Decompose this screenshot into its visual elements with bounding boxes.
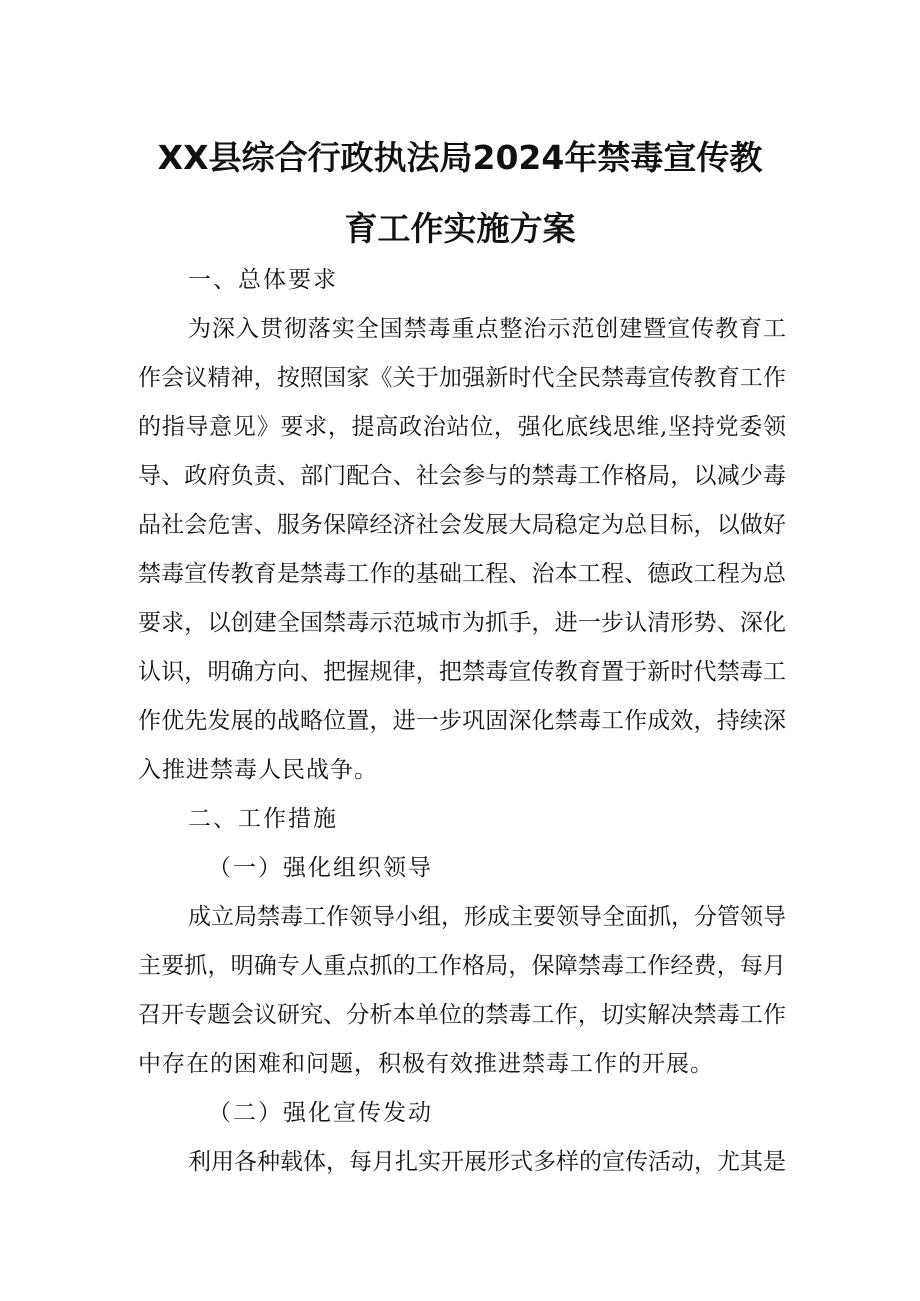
subsection-1-line: 召开专题会议研究、分析本单位的禁毒工作，切实解决禁毒工作 [138, 1002, 786, 1028]
section-1-line: 要求，以创建全国禁毒示范城市为抓手，进一步认清形势、深化 [138, 610, 786, 636]
subsection-1-line: 成立局禁毒工作领导小组，形成主要领导全面抓，分管领导 [188, 904, 786, 930]
section-1-line: 作优先发展的战略位置，进一步巩固深化禁毒工作成效，持续深 [138, 708, 786, 734]
document-title-line-1: XX县综合行政执法局2024年禁毒宣传教 [157, 138, 763, 177]
subsection-1-line: 主要抓，明确专人重点抓的工作格局，保障禁毒工作经费，每月 [138, 953, 786, 979]
subsection-1-heading: （一）强化组织领导 [208, 855, 433, 881]
subsection-1-line-last: 中存在的困难和问题，积极有效推进禁毒工作的开展。 [138, 1051, 714, 1077]
subsection-2-line: 利用各种载体，每月扎实开展形式多样的宣传活动，尤其是 [188, 1149, 786, 1175]
section-1-line: 的指导意见》要求，提高政治站位，强化底线思维,坚持党委领 [138, 414, 786, 440]
section-1-heading: 一、总体要求 [188, 267, 338, 293]
section-1-line: 为深入贯彻落实全国禁毒重点整治示范创建暨宣传教育工 [188, 316, 786, 342]
section-1-line: 品社会危害、服务保障经济社会发展大局稳定为总目标，以做好 [138, 512, 786, 538]
section-1-line: 认识，明确方向、把握规律，把禁毒宣传教育置于新时代禁毒工 [138, 659, 786, 685]
section-2-heading: 二、工作措施 [188, 806, 338, 832]
subsection-2-heading: （二）强化宣传发动 [208, 1100, 433, 1126]
document-title-line-2: 育工作实施方案 [344, 209, 576, 248]
section-1-line: 作会议精神，按照国家《关于加强新时代全民禁毒宣传教育工作 [138, 365, 786, 391]
section-1-line: 导、政府负责、部门配合、社会参与的禁毒工作格局，以减少毒 [138, 463, 786, 489]
section-1-line-last: 入推进禁毒人民战争。 [138, 757, 378, 783]
section-1-line: 禁毒宣传教育是禁毒工作的基础工程、治本工程、德政工程为总 [138, 561, 786, 587]
